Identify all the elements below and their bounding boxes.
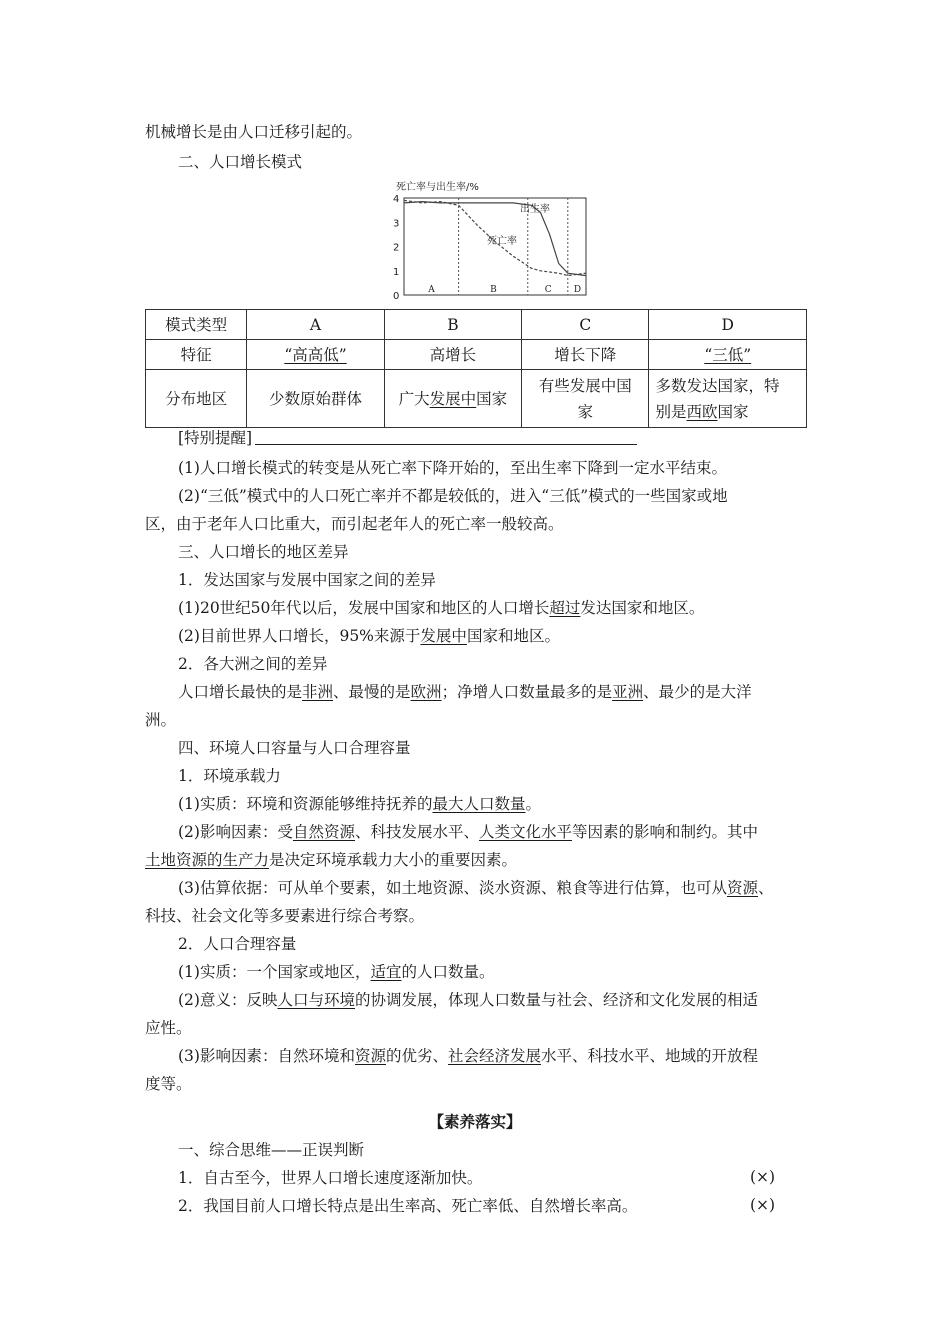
question-1: 1．自古至今，世界人口增长速度逐渐加快。 — [178, 1169, 483, 1187]
answer-mark-2: (×) — [750, 1196, 776, 1214]
section-title-capacity: 四、环境人口容量与人口合理容量 — [178, 739, 411, 757]
text-line: 洲。 — [145, 711, 177, 729]
chart-title: 死亡率与出生率/% — [396, 182, 479, 193]
practice-heading: 【素养落实】 — [428, 1113, 522, 1131]
table-cell: 增长下降 — [522, 340, 649, 370]
birth-death-rate-chart — [390, 178, 590, 300]
heading-carrying-capacity: 1．环境承载力 — [178, 767, 281, 785]
text-line: 科技、社会文化等多要素进行综合考察。 — [145, 907, 425, 925]
practice-subheading: 一、综合思维——正误判断 — [178, 1141, 365, 1159]
header-cell: D — [649, 310, 807, 340]
text-line: (1)实质：环境和资源能够维持抚养的最大人口数量。 — [178, 795, 541, 813]
table-cell: 有些发展中国家 — [522, 370, 649, 428]
text-line: 度等。 — [145, 1075, 192, 1093]
table-cell — [649, 340, 807, 370]
heading-continents: 2．各大洲之间的差异 — [178, 655, 328, 673]
table-cell: 多数发达国家，特 别是西欧国家 — [649, 370, 807, 428]
header-cell: A — [247, 310, 384, 340]
text-line: 土地资源的生产力是决定环境承载力大小的重要因素。 — [145, 851, 518, 869]
y-tick-label: 1 — [393, 266, 400, 278]
y-tick-label: 3 — [393, 218, 400, 230]
header-cell: C — [522, 310, 649, 340]
table-cell: 少数原始群体 — [247, 370, 384, 428]
heading-reasonable-capacity: 2．人口合理容量 — [178, 935, 297, 953]
table-cell — [247, 340, 384, 370]
tip-label: [特别提醒] — [178, 429, 253, 447]
text-line: (1)20世纪50年代以后，发展中国家和地区的人口增长超过发达国家和地区。 — [178, 599, 705, 617]
feature-a: “高高低” — [284, 345, 347, 364]
text-line: (1)实质：一个国家或地区，适宜的人口数量。 — [178, 963, 495, 981]
intro-line: 机械增长是由人口迁移引起的。 — [145, 123, 363, 141]
text-line: (2)意义：反映人口与环境的协调发展，体现人口数量与社会、经济和文化发展的相适 — [178, 991, 758, 1009]
text-line: 应性。 — [145, 1019, 192, 1037]
section-title-growth-modes: 二、人口增长模式 — [178, 153, 303, 171]
table-row-feature — [146, 340, 807, 370]
text-line: 人口增长最快的是非洲、最慢的是欧洲；净增人口数量最多的是亚洲、最少的是大洋 — [178, 683, 752, 701]
feature-d: “三低” — [704, 345, 752, 364]
text-line: (2)影响因素：受自然资源、科技发展水平、人类文化水平等因素的影响和制约。其中 — [178, 823, 759, 841]
phase-label: A — [428, 285, 435, 295]
row-label: 特征 — [146, 340, 247, 370]
death-rate-label: 死亡率 — [487, 236, 517, 247]
birth-rate-label: 出生率 — [520, 204, 550, 215]
text-line: (2)目前世界人口增长，95%来源于发展中国家和地区。 — [178, 627, 560, 645]
phase-label: D — [573, 285, 582, 295]
row-label: 分布地区 — [146, 370, 247, 428]
y-tick-label: 2 — [393, 242, 400, 254]
table-cell: 高增长 — [384, 340, 521, 370]
table-row-region — [146, 370, 807, 428]
table-header-row — [146, 310, 807, 340]
tip-point-2a: (2)“三低”模式中的人口死亡率并不都是较低的，进入“三低”模式的一些国家或地 — [178, 487, 728, 505]
phase-label: C — [544, 285, 552, 295]
heading-dev-vs-developing: 1．发达国家与发展中国家之间的差异 — [178, 571, 436, 589]
question-2: 2．我国目前人口增长特点是出生率高、死亡率低、自然增长率高。 — [178, 1197, 638, 1215]
table-cell: 广大发展中国家 — [384, 370, 521, 428]
section-title-regional: 三、人口增长的地区差异 — [178, 543, 349, 561]
y-tick-label: 4 — [393, 194, 400, 205]
phase-label: B — [490, 285, 497, 295]
growth-mode-table — [145, 309, 807, 428]
text-line: (3)估算依据：可从单个要素，如土地资源、淡水资源、粮食等进行估算，也可从资源、 — [178, 879, 774, 897]
y-tick-label: 0 — [393, 291, 400, 300]
text-line: (3)影响因素：自然环境和资源的优劣、社会经济发展水平、科技水平、地域的开放程 — [178, 1047, 759, 1065]
tip-divider — [255, 444, 637, 445]
tip-point-2b: 区，由于老年人口比重大，而引起老年人的死亡率一般较高。 — [145, 515, 564, 533]
header-cell: B — [384, 310, 521, 340]
header-cell: 模式类型 — [146, 310, 247, 340]
tip-point-1: (1)人口增长模式的转变是从死亡率下降开始的，至出生率下降到一定水平结束。 — [178, 459, 727, 477]
answer-mark-1: (×) — [750, 1168, 776, 1186]
